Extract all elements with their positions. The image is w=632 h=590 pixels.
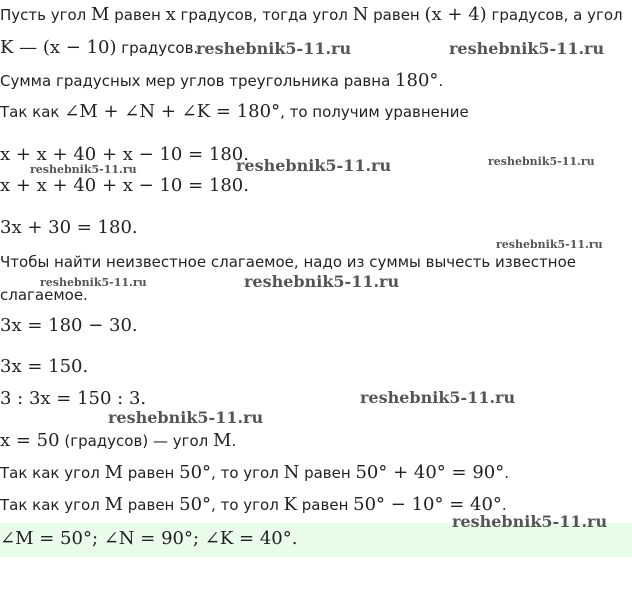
math-expression: 3x = 150. xyxy=(0,356,89,377)
text-fragment: . xyxy=(504,464,509,482)
text-fragment: градусов, а угол xyxy=(486,6,623,24)
math-expression: x xyxy=(165,4,176,25)
math-expression: x + x + 40 + x − 10 = 180. xyxy=(0,175,249,196)
text-fragment: Так как угол xyxy=(0,496,105,514)
watermark-text: reshebnik5-11.ru xyxy=(496,238,603,251)
line-equation-3 xyxy=(0,218,138,238)
math-expression: 50° − 10° = 40° xyxy=(353,494,502,515)
line-equation-1 xyxy=(0,145,249,165)
line-rule-1 xyxy=(0,252,576,272)
text-fragment: . xyxy=(231,432,237,450)
watermark-text: reshebnik5-11.ru xyxy=(236,156,392,175)
watermark-text: reshebnik5-11.ru xyxy=(30,163,137,176)
text-fragment: равен xyxy=(368,6,425,24)
line-equation-4 xyxy=(0,316,138,336)
math-expression: 50° xyxy=(179,494,212,515)
text-fragment: слагаемое. xyxy=(0,286,88,304)
math-expression: K xyxy=(283,494,298,515)
math-expression: 50° + 40° = 90° xyxy=(355,462,505,483)
text-fragment: градусов, тогда угол xyxy=(175,6,353,24)
text-fragment: . xyxy=(438,72,444,90)
watermark-text: reshebnik5-11.ru xyxy=(108,408,264,427)
math-expression: K — (x − 10) xyxy=(0,37,117,58)
math-expression: N xyxy=(352,4,369,25)
text-fragment: равен xyxy=(123,496,180,514)
line-result-m xyxy=(0,431,236,451)
watermark-text: reshebnik5-11.ru xyxy=(488,155,595,168)
math-expression: ∠M + ∠N + ∠K = 180° xyxy=(64,101,281,122)
text-fragment: (градусов) — угол xyxy=(59,432,213,450)
math-expression: M xyxy=(104,462,123,483)
watermark-text: reshebnik5-11.ru xyxy=(196,39,352,58)
text-fragment: Сумма градусных мер углов треугольника равна xyxy=(0,72,396,90)
text-fragment: равен xyxy=(109,6,166,24)
text-fragment: равен xyxy=(297,496,354,514)
text-fragment: Чтобы найти неизвестное слагаемое, надо из суммы вычесть известное xyxy=(0,253,576,271)
math-expression: M xyxy=(104,494,123,515)
line-answer xyxy=(0,529,297,549)
math-expression: 3x + 30 = 180. xyxy=(0,217,138,238)
math-expression: 3x = 180 − 30. xyxy=(0,315,138,336)
text-fragment: равен xyxy=(299,464,356,482)
text-fragment: , то угол xyxy=(211,464,284,482)
math-expression: N xyxy=(283,462,300,483)
text-fragment: градусов. xyxy=(116,39,199,57)
text-fragment: Так как xyxy=(0,103,65,121)
math-expression: M xyxy=(91,4,110,25)
math-expression: 3 : 3x = 150 : 3. xyxy=(0,388,147,409)
math-expression: M xyxy=(213,430,232,451)
math-expression: x + x + 40 + x − 10 = 180. xyxy=(0,144,249,165)
line-equation-5 xyxy=(0,357,88,377)
text-fragment: Так как угол xyxy=(0,464,105,482)
line-equation-intro xyxy=(0,102,469,122)
watermark-text: reshebnik5-11.ru xyxy=(360,388,516,407)
line-result-n xyxy=(0,463,509,483)
text-fragment: Пусть угол xyxy=(0,6,92,24)
line-intro-1 xyxy=(0,5,623,25)
line-intro-2 xyxy=(0,38,198,58)
math-expression: 180° xyxy=(395,70,439,91)
line-equation-6 xyxy=(0,389,146,409)
line-result-k xyxy=(0,495,507,515)
line-equation-2 xyxy=(0,176,249,196)
math-expression: ∠M = 50°; ∠N = 90°; ∠K = 40°. xyxy=(0,528,298,549)
watermark-text: reshebnik5-11.ru xyxy=(449,39,605,58)
text-fragment: равен xyxy=(123,464,180,482)
text-fragment: . xyxy=(501,496,507,514)
math-expression: 50° xyxy=(179,462,212,483)
line-angle-sum xyxy=(0,71,443,91)
math-expression: x = 50 xyxy=(0,430,60,451)
math-expression: (x + 4) xyxy=(424,4,487,25)
text-fragment: , то получим уравнение xyxy=(280,103,469,121)
watermark-text: reshebnik5-11.ru xyxy=(40,276,147,289)
text-fragment: , то угол xyxy=(211,496,284,514)
watermark-text: reshebnik5-11.ru xyxy=(244,272,400,291)
watermark-text: reshebnik5-11.ru xyxy=(452,512,608,531)
